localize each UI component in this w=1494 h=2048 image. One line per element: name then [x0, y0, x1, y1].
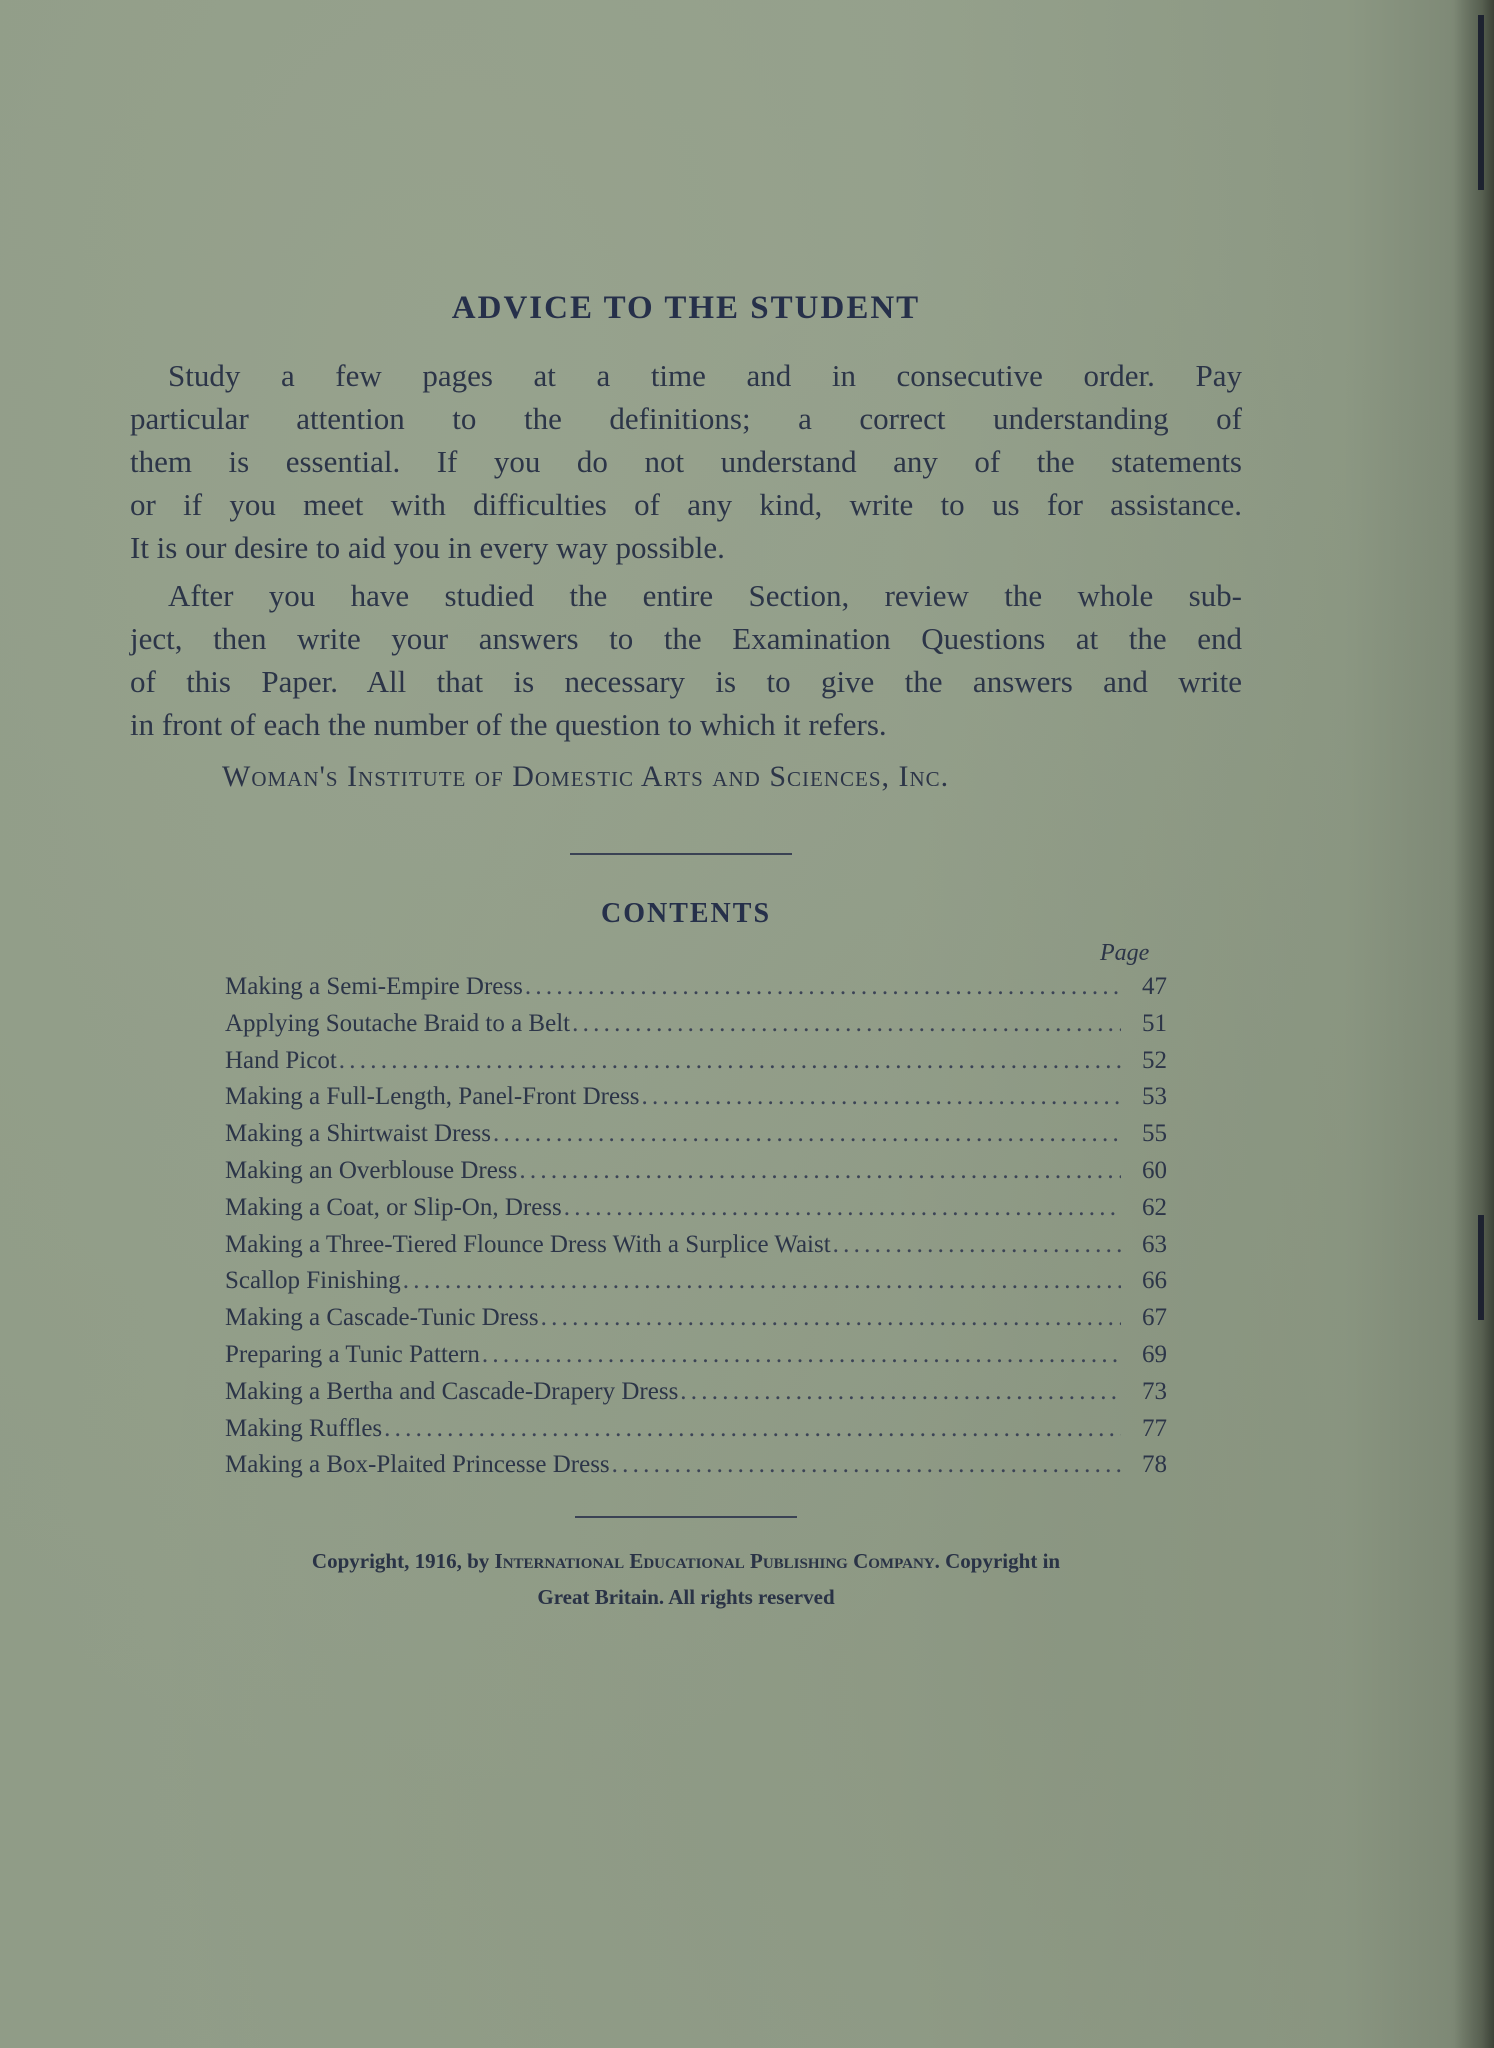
dot-leader — [384, 1415, 1121, 1443]
toc-entry — [225, 1231, 1167, 1268]
toc-entry-title: Making a Bertha and Cascade-Drapery Dress — [225, 1377, 679, 1405]
toc-entry-page: 63 — [1142, 1230, 1167, 1258]
paragraph-line: of this Paper. All that is necessary is to give the answers and write — [130, 664, 1242, 699]
paragraph-line: ject, then write your answers to the Examination Questions at the end — [130, 621, 1242, 656]
toc-entry-title: Making Ruffles — [225, 1414, 383, 1442]
paragraph-line: Study a few pages at a time and in consecutive order. Pay — [168, 358, 1242, 393]
toc-entry — [225, 1083, 1167, 1120]
toc-entry-page: 66 — [1142, 1267, 1167, 1295]
toc-entry-page: 78 — [1142, 1451, 1167, 1479]
institute-signature: Woman's Institute of Domestic Arts and Sciences, Inc. — [222, 760, 950, 793]
toc-entry — [225, 1415, 1167, 1452]
dot-leader — [519, 1157, 1121, 1185]
copyright-line-2: Great Britain. All rights reserved — [537, 1585, 835, 1609]
toc-entry — [225, 1304, 1167, 1341]
contents-title: CONTENTS — [600, 898, 772, 929]
copyright-suffix: . Copyright in — [934, 1549, 1061, 1573]
copyright-line-1 — [0, 1543, 1372, 1579]
toc-entry-page: 51 — [1142, 1009, 1167, 1037]
toc-entry-page: 52 — [1142, 1046, 1167, 1074]
dot-leader — [525, 973, 1121, 1001]
paragraph-line: in front of each the number of the question to which it refers. — [130, 707, 887, 742]
advice-paragraph-1 — [130, 354, 1242, 569]
divider-rule — [570, 853, 792, 855]
paragraph-line: It is our desire to aid you in every way possible. — [130, 530, 725, 565]
toc-entry-page: 69 — [1142, 1340, 1167, 1368]
toc-entry-page: 55 — [1142, 1120, 1167, 1148]
toc-entry — [225, 1267, 1167, 1304]
dot-leader — [833, 1231, 1121, 1259]
toc-entry-title: Preparing a Tunic Pattern — [225, 1340, 480, 1368]
dot-leader — [493, 1120, 1121, 1148]
divider-rule — [575, 1516, 797, 1518]
toc-entry — [225, 1341, 1167, 1378]
toc-entry-page: 62 — [1142, 1193, 1167, 1221]
copyright-prefix: Copyright, 1916, by — [311, 1549, 495, 1573]
toc-entry — [225, 1378, 1167, 1415]
paragraph-line: or if you meet with difficulties of any kind, write to us for assistance. — [130, 487, 1242, 522]
binding-mark — [1478, 1215, 1484, 1320]
toc-entry-title: Making a Semi-Empire Dress — [225, 973, 523, 1000]
copyright-notice — [0, 1543, 1372, 1615]
toc-entry-page: 53 — [1142, 1083, 1167, 1111]
toc-entry-title: Making a Box-Plaited Princesse Dress — [225, 1451, 610, 1479]
toc-entry — [225, 973, 1167, 1010]
toc-entry-page: 73 — [1142, 1377, 1167, 1405]
paragraph-line: particular attention to the definitions; a correct understanding of — [130, 401, 1242, 436]
dot-leader — [680, 1378, 1121, 1406]
toc-entry-title: Making a Cascade-Tunic Dress — [225, 1304, 539, 1332]
paragraph-line: them is essential. If you do not understand any of the statements — [130, 444, 1242, 479]
toc-entry-title: Making a Full-Length, Panel-Front Dress — [225, 1083, 640, 1111]
dot-leader — [612, 1451, 1121, 1479]
dot-leader — [403, 1267, 1121, 1295]
toc-entry-page: 47 — [1142, 973, 1167, 1000]
publisher-name: International Educational Publishing Company — [494, 1549, 935, 1573]
toc-entry-title: Making a Three-Tiered Flounce Dress With a Surplice Waist — [225, 1230, 831, 1258]
advice-title: ADVICE TO THE STUDENT — [451, 290, 921, 326]
toc-entry — [225, 1157, 1167, 1194]
toc-entry-title: Making an Overblouse Dress — [225, 1156, 518, 1184]
toc-entry-page: 60 — [1142, 1156, 1167, 1184]
dot-leader — [564, 1194, 1121, 1222]
dot-leader — [541, 1304, 1121, 1332]
contents-list — [225, 973, 1167, 1488]
dot-leader — [482, 1341, 1121, 1369]
dot-leader — [642, 1083, 1121, 1111]
toc-entry-title: Making a Coat, or Slip-On, Dress — [225, 1193, 562, 1221]
toc-entry — [225, 1451, 1167, 1488]
paragraph-line: After you have studied the entire Section, review the whole sub- — [168, 578, 1242, 613]
dot-leader — [339, 1047, 1121, 1075]
spine-shadow — [1454, 0, 1494, 2048]
toc-entry-title: Hand Picot — [225, 1046, 337, 1074]
toc-entry — [225, 1120, 1167, 1157]
dot-leader — [572, 1010, 1121, 1038]
binding-mark — [1478, 15, 1484, 190]
toc-entry — [225, 1194, 1167, 1231]
toc-entry-title: Making a Shirtwaist Dress — [225, 1120, 491, 1148]
advice-paragraph-2 — [130, 574, 1242, 746]
toc-entry-title: Scallop Finishing — [225, 1267, 401, 1295]
toc-entry-page: 77 — [1142, 1414, 1167, 1442]
toc-entry — [225, 1047, 1167, 1084]
toc-entry-title: Applying Soutache Braid to a Belt — [225, 1009, 571, 1037]
toc-entry — [225, 1010, 1167, 1047]
page-column-header: Page — [1100, 940, 1150, 966]
toc-entry-page: 67 — [1142, 1304, 1167, 1332]
